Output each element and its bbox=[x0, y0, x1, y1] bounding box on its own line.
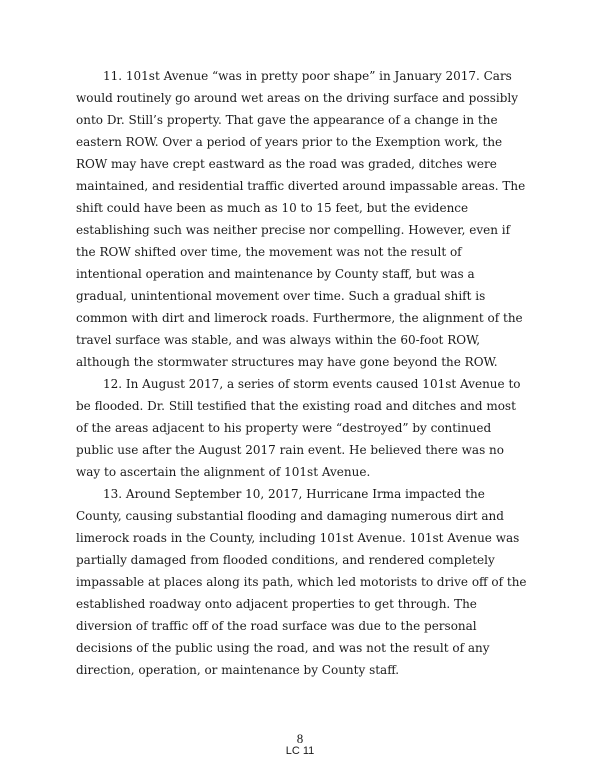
paragraph-11: 11. 101st Avenue “was in pretty poor shape” in January 2017. Cars would routinely go around wet areas on the driving surface and possibly onto Dr. Still’s property. That gave the appearance of a change in the eastern ROW. Over a period of years prior to the Exemption work, the ROW may have crept eastward as the road was graded, ditches were maintained, and residential traffic diverted around impassable areas. The shift could have been as much as 10 to 15 feet, but the evidence establishing such was neither precise nor compelling. However, even if the ROW shifted over time, the movement was not the result of intentional operation and maintenance by County staff, but was a gradual, unintentional movement over time. Such a gradual shift is common with dirt and limerock roads. Furthermore, the alignment of the travel surface was stable, and was always within the 60-foot ROW, although the stormwater structures may have gone beyond the ROW. bbox=[76, 69, 526, 369]
page-number: 8 bbox=[296, 731, 304, 746]
document-code: LC 11 bbox=[285, 745, 315, 757]
paragraph-12: 12. In August 2017, a series of storm events caused 101st Avenue to be flooded. Dr. Still testified that the existing road and ditches and most of the areas adjacent to his property were “destroyed” by continued public use after the August 2017 rain event. He believed there was no way to ascertain the alignment of 101st Avenue. bbox=[76, 377, 521, 479]
document-body bbox=[76, 65, 528, 681]
paragraph-13: 13. Around September 10, 2017, Hurricane Irma impacted the County, causing substantial flooding and damaging numerous dirt and limerock roads in the County, including 101st Avenue. 101st Avenue was partially damaged from flooded conditions, and rendered completely impassable at places along its path, which led motorists to drive off of the established roadway onto adjacent properties to get through. The diversion of traffic off of the road surface was due to the personal decisions of the public using the road, and was not the result of any direction, operation, or maintenance by County staff. bbox=[76, 487, 527, 677]
